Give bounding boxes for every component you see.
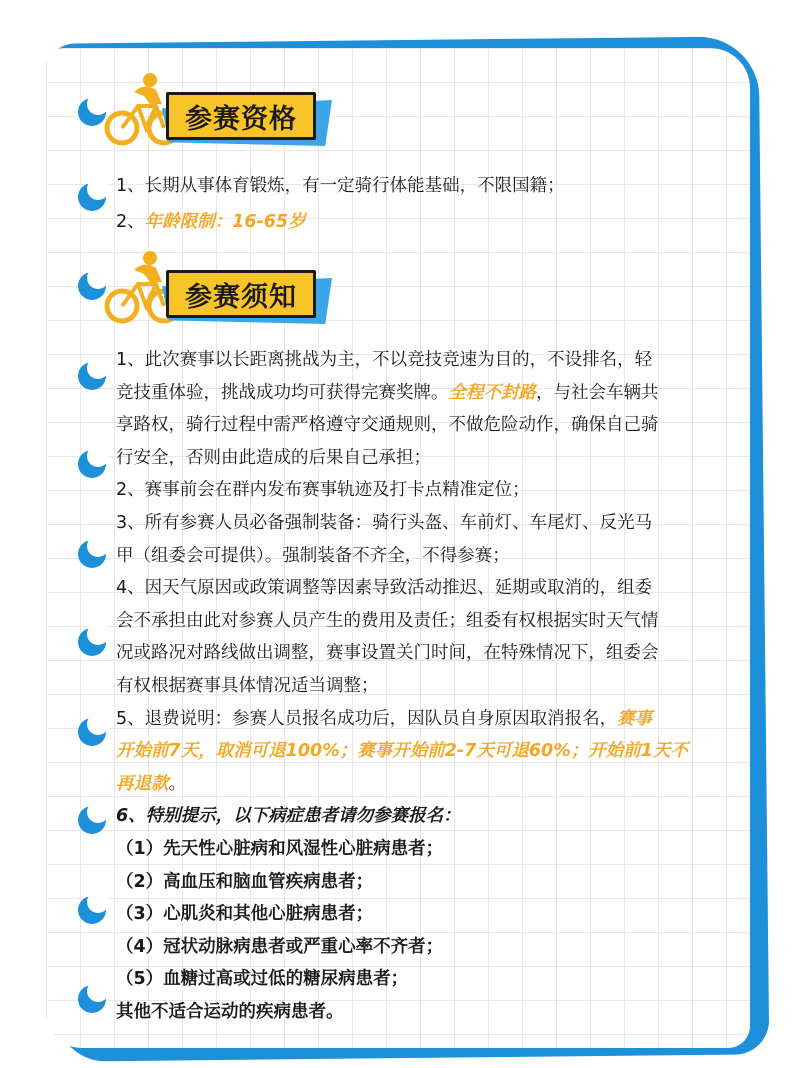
binder-ring — [78, 718, 106, 746]
section-title: 参赛资格 — [166, 92, 316, 140]
line-text: ，与社会车辆共 — [536, 382, 659, 403]
line-text: 况或路况对路线做出调整，赛事设置关门时间，在特殊情况下，组委会 — [116, 643, 659, 664]
line-text: 会不承担由此对参赛人员产生的费用及责任；组委有权根据实时天气情 — [116, 610, 659, 631]
text-line — [116, 344, 652, 376]
binder-ring — [78, 98, 106, 126]
line-text: 1、此次赛事以长距离挑战为主，不以竞技竞速为目的，不设排名，轻 — [116, 350, 653, 370]
text-line — [116, 800, 461, 832]
binder-ring — [78, 183, 106, 211]
line-text: 2、赛事前会在群内发布赛事轨迹及打卡点精准定位； — [116, 480, 530, 501]
binder-ring — [78, 806, 106, 834]
line-text: 其他不适合运动的疾病患者。 — [116, 1002, 344, 1022]
highlight-text: 再退款 — [116, 773, 169, 794]
text-line — [116, 605, 659, 637]
section-title: 参赛须知 — [166, 270, 316, 318]
binder-ring — [78, 985, 106, 1013]
text-line — [116, 409, 659, 441]
line-text: 4、因天气原因或政策调整等因素导致活动推迟、延期或取消的，组委 — [116, 578, 653, 599]
text-line — [116, 442, 431, 474]
section-header-notice — [104, 248, 344, 328]
highlight-text: 全程不封路 — [448, 382, 536, 403]
text-line — [116, 833, 443, 865]
binder-ring — [78, 450, 106, 478]
text-line — [116, 735, 688, 767]
binder-ring — [78, 272, 106, 300]
line-text: （3）心肌炎和其他心脏病患者； — [116, 904, 374, 925]
section-header-eligibility — [104, 70, 344, 150]
line-text: 3、所有参赛人员必备强制装备：骑行头盔、车前灯、车尾灯、反光马 — [116, 513, 653, 533]
line-text: 甲（组委会可提供）。强制装备不齐全，不得参赛； — [116, 545, 510, 566]
line-text: 5、退费说明：参赛人员报名成功后，因队员自身原因取消报名， — [116, 708, 618, 729]
line-text: 有权根据赛事具体情况适当调整； — [116, 676, 379, 696]
line-text: （1）先天性心脏病和风湿性心脏病患者； — [116, 839, 444, 859]
line-text: 享路权，骑行过程中需严格遵守交通规则，不做危险动作，确保自己骑 — [116, 415, 659, 436]
text-line — [116, 637, 659, 669]
line-text: （5）血糖过高或过低的糖尿病患者； — [116, 969, 409, 990]
line-text: 行安全，否则由此造成的后果自己承担； — [116, 447, 431, 468]
text-line — [116, 703, 652, 735]
line-text: 6、特别提示，以下病症患者请勿参赛报名： — [116, 806, 461, 827]
line-text: 。 — [168, 773, 186, 794]
text-line — [116, 963, 408, 995]
highlight-text: 赛事 — [617, 708, 653, 729]
text-line — [116, 931, 443, 963]
highlight-text: 开始前7天，取消可退100%；赛事开始前2-7天可退60%；开始前1天不 — [116, 741, 688, 762]
text-line — [116, 507, 652, 539]
binder-ring — [78, 628, 106, 656]
text-line — [116, 866, 373, 898]
text-line — [116, 206, 306, 238]
text-line — [116, 670, 379, 702]
binder-ring — [78, 540, 106, 568]
text-line — [116, 996, 344, 1028]
text-line — [116, 768, 186, 800]
text-line — [116, 474, 530, 506]
line-text: 竞技重体验，挑战成功均可获得完赛奖牌。 — [116, 382, 449, 403]
binder-ring — [78, 896, 106, 924]
text-line — [116, 898, 373, 930]
text-line — [116, 377, 659, 409]
line-text: 2、 — [116, 212, 145, 232]
text-line — [116, 540, 510, 572]
line-text: 1、长期从事体育锻炼，有一定骑行体能基础，不限国籍； — [116, 176, 565, 196]
text-line — [116, 170, 565, 202]
highlight-text: 年龄限制：16-65岁 — [144, 212, 306, 232]
line-text: （4）冠状动脉病患者或严重心率不齐者； — [116, 936, 444, 957]
line-text: （2）高血压和脑血管疾病患者； — [116, 871, 374, 892]
text-line — [116, 572, 652, 604]
binder-ring — [78, 362, 106, 390]
